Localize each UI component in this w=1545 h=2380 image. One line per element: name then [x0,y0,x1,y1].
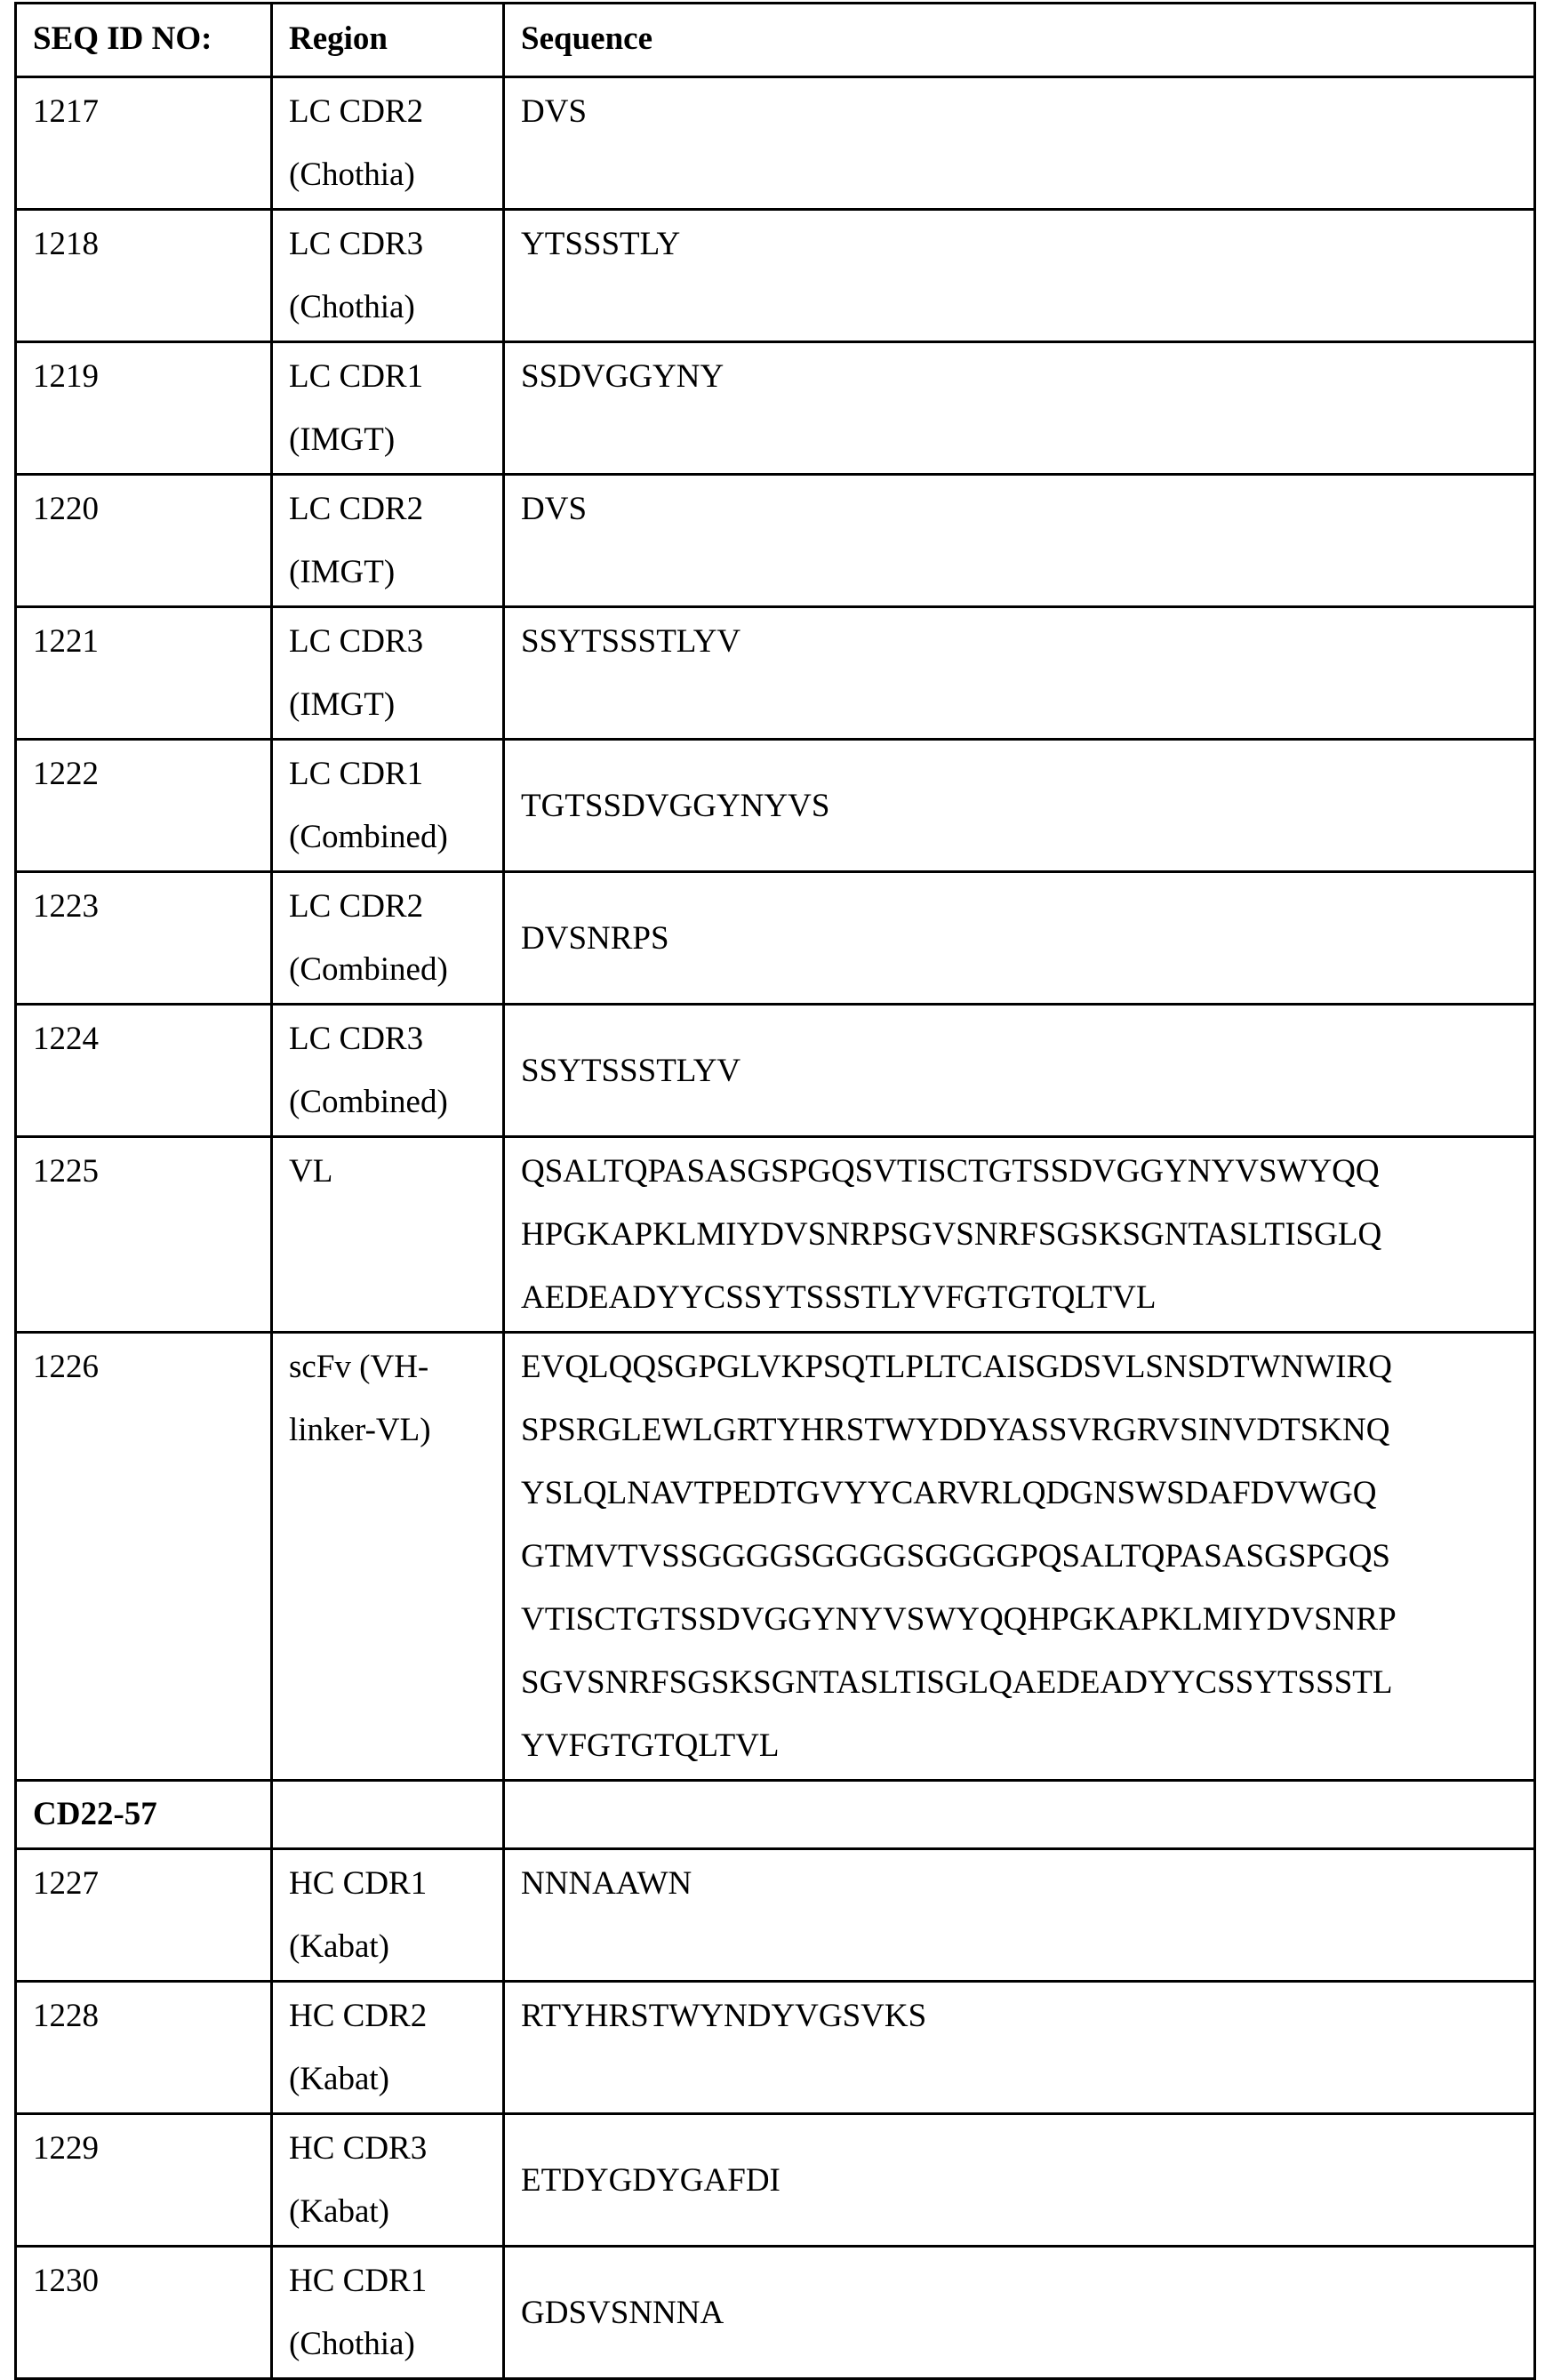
sequence-cell [504,210,1535,342]
sequence-line: DVS [521,477,1517,541]
region-cell [272,1137,504,1333]
sequence-cell [504,1849,1535,1982]
table-row [16,1137,1535,1333]
region-cell [272,872,504,1005]
seq-id-cell: 1218 [16,210,272,342]
table-row [16,1982,1535,2114]
sequence-cell [504,740,1535,872]
region-cell [272,475,504,607]
sequence-cell [504,1333,1535,1781]
region-line: HC CDR2 [289,1984,486,2047]
seq-id-cell: 1224 [16,1005,272,1137]
region-line: LC CDR2 [289,875,486,938]
region-line: (Kabat) [289,2047,486,2111]
region-line: LC CDR1 [289,345,486,408]
sequence-cell [504,2114,1535,2247]
sequence-line: SSYTSSSTLYV [521,610,1517,673]
region-line: linker-VL) [289,1398,486,1462]
sequence-cell [504,475,1535,607]
region-cell [272,2247,504,2379]
region-cell [272,342,504,475]
region-line: LC CDR3 [289,610,486,673]
table-row [16,1005,1535,1137]
sequence-line: SGVSNRFSGSKSGNTASLTISGLQAEDEADYYCSSYTSSSTL [521,1651,1517,1714]
region-line: (Combined) [289,805,486,869]
sequence-line: SPSRGLEWLGRTYHRSTWYDDYASSVRGRVSINVDTSKNQ [521,1398,1517,1462]
empty-cell [272,1781,504,1849]
region-line: LC CDR1 [289,742,486,805]
seq-id-cell: 1222 [16,740,272,872]
region-line: LC CDR2 [289,80,486,143]
sequence-line: YSLQLNAVTPEDTGVYYCARVRLQDGNSWSDAFDVWGQ [521,1462,1517,1525]
seq-id-cell: 1223 [16,872,272,1005]
sequence-line: SSYTSSSTLYV [521,1039,1517,1102]
empty-cell [504,1781,1535,1849]
region-line: (Chothia) [289,143,486,206]
sequence-line: QSALTQPASASGSPGQSVTISCTGTSSDVGGYNYVSWYQQ [521,1140,1517,1203]
region-line: LC CDR3 [289,1007,486,1070]
seq-id-cell: 1217 [16,77,272,210]
sequence-line: YTSSSTLY [521,212,1517,276]
region-line: scFv (VH- [289,1335,486,1398]
table-row [16,2114,1535,2247]
seq-id-cell: 1220 [16,475,272,607]
region-cell [272,740,504,872]
region-line: (IMGT) [289,541,486,604]
region-cell [272,1982,504,2114]
sequence-table [14,2,1536,2380]
region-cell [272,210,504,342]
region-line: (Kabat) [289,2180,486,2243]
sequence-line: ETDYGDYGAFDI [521,2149,1517,2212]
table-row [16,872,1535,1005]
table-row [16,342,1535,475]
table-row [16,210,1535,342]
region-line: (Chothia) [289,2312,486,2376]
sequence-cell [504,2247,1535,2379]
sequence-cell [504,77,1535,210]
sequence-line: AEDEADYYCSSYTSSSTLYVFGTGTQLTVL [521,1266,1517,1329]
sequence-line: RTYHRSTWYNDYVGSVKS [521,1984,1517,2047]
header-sequence: Sequence [504,4,1535,77]
table-row [16,1849,1535,1982]
sequence-cell [504,1137,1535,1333]
group-row [16,1781,1535,1849]
header-region: Region [272,4,504,77]
seq-id-cell: 1225 [16,1137,272,1333]
region-cell [272,2114,504,2247]
region-line: (Combined) [289,1070,486,1134]
region-line: LC CDR3 [289,212,486,276]
region-cell [272,77,504,210]
header-seq-id: SEQ ID NO: [16,4,272,77]
sequence-line: VTISCTGTSSDVGGYNYVSWYQQHPGKAPKLMIYDVSNRP [521,1588,1517,1651]
region-line: HC CDR3 [289,2117,486,2180]
sequence-line: GDSVSNNNA [521,2281,1517,2344]
table-row [16,740,1535,872]
region-cell [272,607,504,740]
seq-id-cell: 1228 [16,1982,272,2114]
region-cell [272,1005,504,1137]
table-row [16,77,1535,210]
sequence-cell [504,1982,1535,2114]
region-cell [272,1849,504,1982]
seq-id-cell: 1227 [16,1849,272,1982]
sequence-line: TGTSSDVGGYNYVS [521,774,1517,837]
sequence-cell [504,342,1535,475]
region-line: HC CDR1 [289,2249,486,2312]
sequence-cell [504,1005,1535,1137]
sequence-cell [504,607,1535,740]
table-body [16,77,1535,2379]
table-row [16,1333,1535,1781]
table-row [16,475,1535,607]
sequence-line: HPGKAPKLMIYDVSNRPSGVSNRFSGSKSGNTASLTISGLQ [521,1203,1517,1266]
region-line: (IMGT) [289,408,486,471]
seq-id-cell: 1226 [16,1333,272,1781]
group-label: CD22-57 [16,1781,272,1849]
region-line: HC CDR1 [289,1852,486,1915]
region-line: (Chothia) [289,276,486,339]
sequence-line: DVS [521,80,1517,143]
region-line: VL [289,1140,486,1203]
sequence-line: YVFGTGTQLTVL [521,1714,1517,1777]
sequence-line: EVQLQQSGPGLVKPSQTLPLTCAISGDSVLSNSDTWNWIRQ [521,1335,1517,1398]
region-line: (IMGT) [289,673,486,736]
region-line: (Combined) [289,938,486,1001]
sequence-line: NNNAAWN [521,1852,1517,1915]
sequence-cell [504,872,1535,1005]
seq-id-cell: 1219 [16,342,272,475]
seq-id-cell: 1230 [16,2247,272,2379]
sequence-line: GTMVTVSSGGGGSGGGGSGGGGPQSALTQPASASGSPGQS [521,1525,1517,1588]
seq-id-cell: 1229 [16,2114,272,2247]
region-line: LC CDR2 [289,477,486,541]
region-line: (Kabat) [289,1915,486,1978]
sequence-line: SSDVGGYNY [521,345,1517,408]
region-cell [272,1333,504,1781]
table-row [16,607,1535,740]
sequence-line: DVSNRPS [521,907,1517,970]
table-row [16,2247,1535,2379]
header-row [16,4,1535,77]
seq-id-cell: 1221 [16,607,272,740]
